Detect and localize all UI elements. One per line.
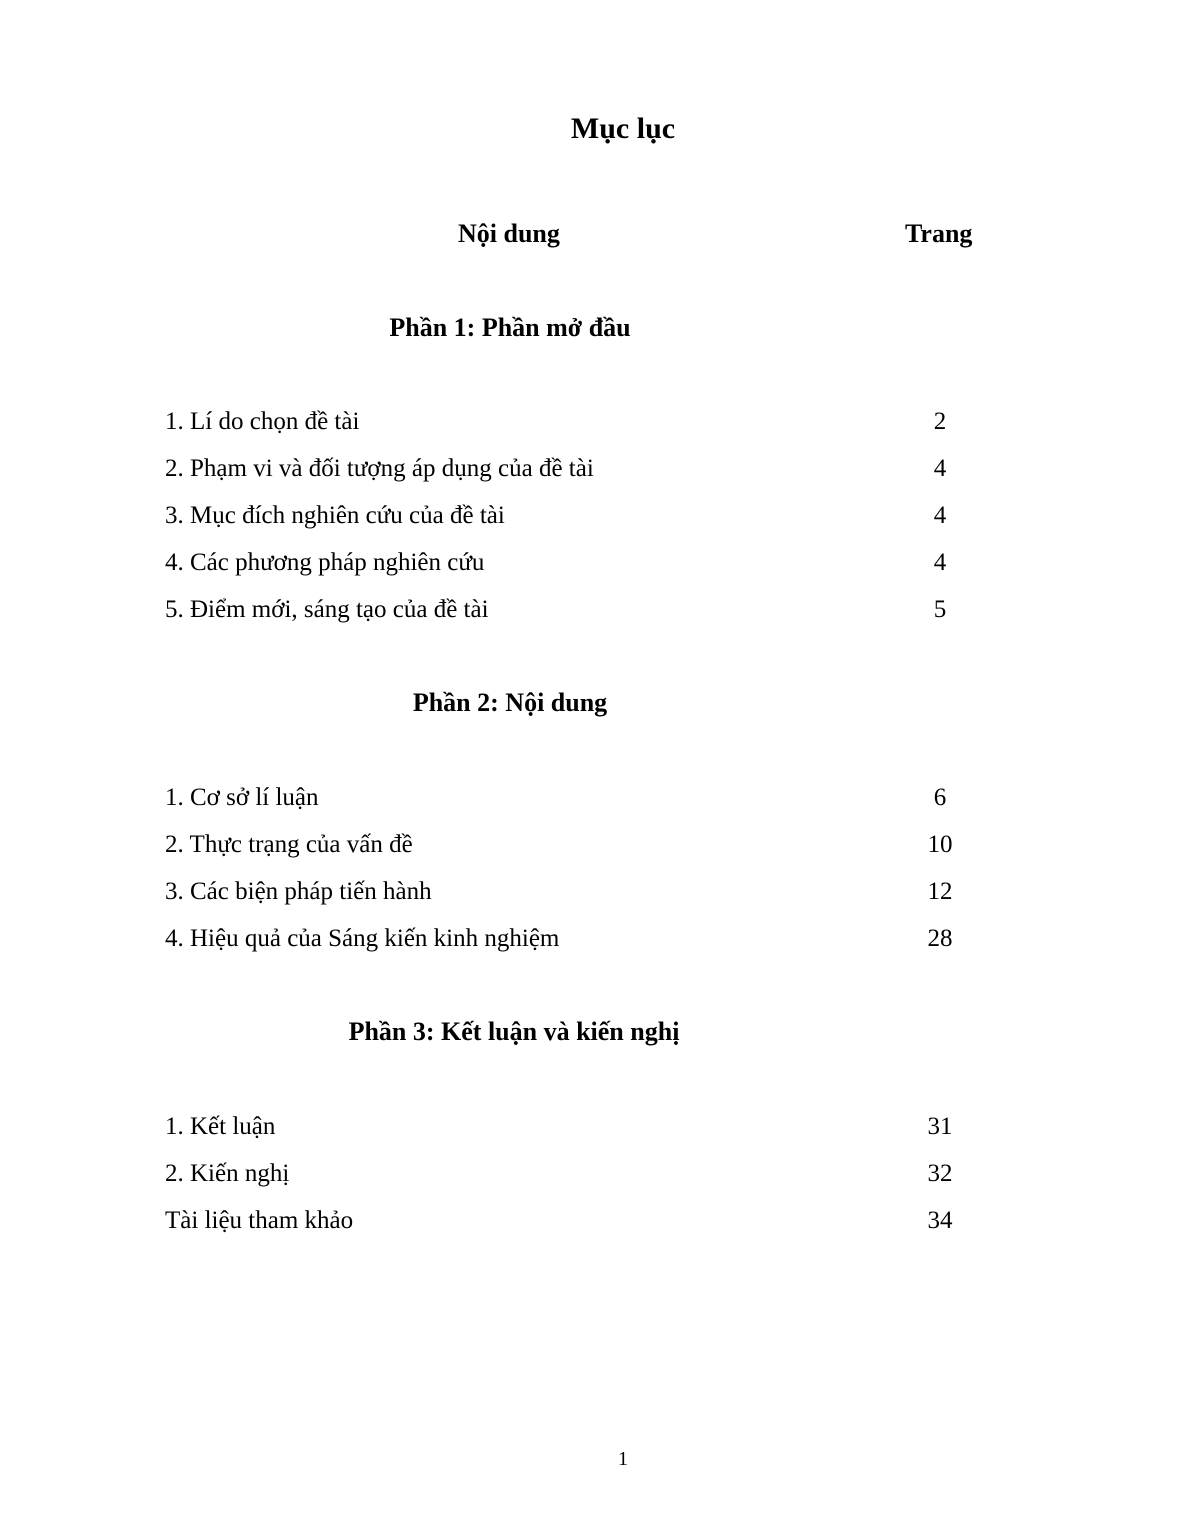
toc-entry-page: 6	[933, 784, 947, 811]
section-heading-part-1: Phần 1: Phần mở đầu	[389, 313, 631, 342]
toc-entry-page: 28	[927, 925, 953, 952]
toc-entry: 4. Các phương pháp nghiên cứu	[165, 549, 485, 576]
toc-entry-page: 2	[933, 408, 947, 435]
toc-entry-page: 4	[933, 549, 947, 576]
toc-entry-page: 12	[927, 878, 953, 905]
toc-entry-page: 31	[927, 1113, 953, 1140]
section-heading-part-2: Phần 2: Nội dung	[412, 688, 608, 717]
toc-entry-page: 5	[933, 596, 947, 623]
toc-entry: 3. Các biện pháp tiến hành	[165, 878, 432, 905]
toc-entry-page: 32	[927, 1160, 953, 1187]
toc-entry: 1. Lí do chọn đề tài	[165, 408, 360, 435]
toc-entry: 1. Kết luận	[165, 1113, 276, 1140]
toc-entry: 5. Điểm mới, sáng tạo của đề tài	[165, 596, 489, 623]
toc-entry: 4. Hiệu quả của Sáng kiến kinh nghiệm	[165, 925, 560, 952]
toc-entry: 3. Mục đích nghiên cứu của đề tài	[165, 502, 505, 529]
page-column-header: Trang	[905, 219, 973, 248]
toc-entry-page: 4	[933, 455, 947, 482]
toc-entry: 2. Thực trạng của vấn đề	[165, 831, 413, 858]
toc-entry: 2. Phạm vi và đối tượng áp dụng của đề tài	[165, 455, 594, 482]
content-column-header: Nội dung	[458, 219, 560, 248]
section-heading-part-3: Phần 3: Kết luận và kiến nghị	[348, 1017, 680, 1046]
page-title: Mục lục	[570, 112, 676, 145]
toc-entry-page: 34	[927, 1207, 953, 1234]
page-number: 1	[618, 1448, 628, 1470]
toc-entry: 2. Kiến nghị	[165, 1160, 290, 1187]
toc-entry-page: 10	[927, 831, 953, 858]
toc-entry-page: 4	[933, 502, 947, 529]
toc-entry: Tài liệu tham khảo	[165, 1207, 354, 1234]
toc-entry: 1. Cơ sở lí luận	[165, 784, 319, 811]
